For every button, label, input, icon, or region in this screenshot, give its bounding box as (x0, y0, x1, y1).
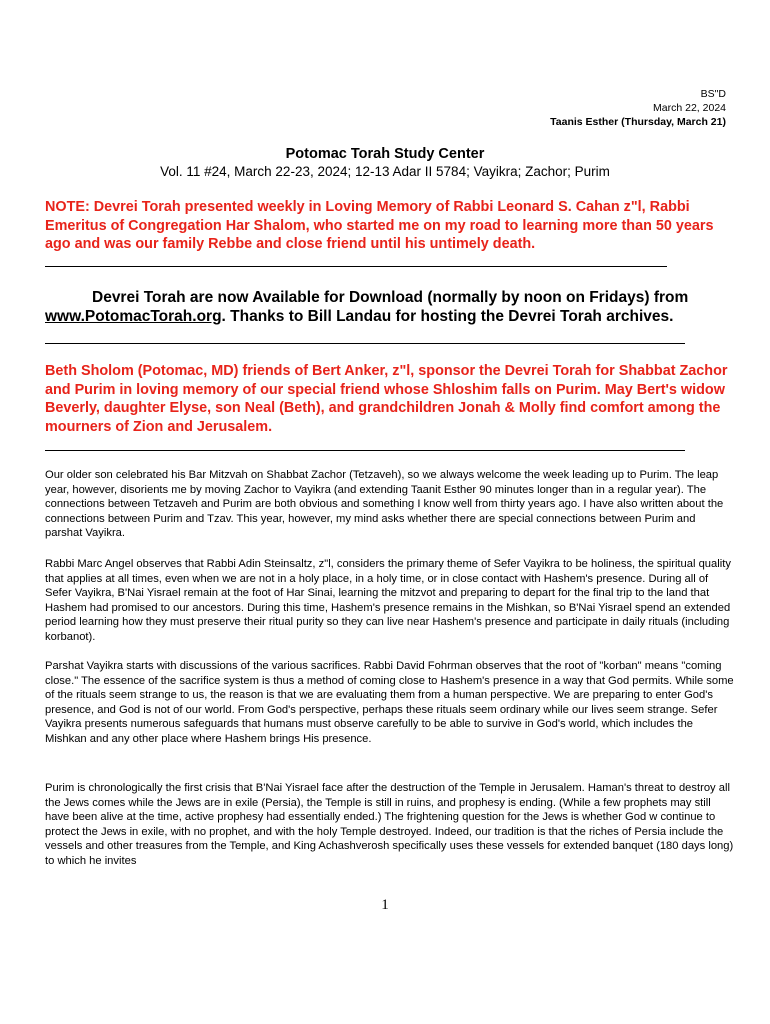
divider-rule (45, 450, 685, 451)
body-paragraph: Our older son celebrated his Bar Mitzvah on Shabbat Zachor (Tetzaveh), so we always welcome the week leading up to Purim. The leap year, however, disorients me by moving Zachor to Vayikra (and extending Taanit Esther 90 minutes longer than in a regular year). The connections between Tetzaveh and Purim are both obvious and something I know well from thirty years ago. I have also written about the connections between Purim and Tzav. This year, however, my mind asks whether there are special connections between Purim and parshat Vayikra. (45, 469, 724, 539)
header-date: March 22, 2024 (653, 102, 726, 114)
page-number: 1 (381, 897, 389, 913)
website-link[interactable]: www.PotomacTorah.org (45, 308, 222, 325)
body-paragraph: Purim is chronologically the first crisis that B'Nai Yisrael face after the destruction of the Temple in Jerusalem. Haman's threat to destroy all the Jews comes while the Jews are in exile (Persia), the Temple is still in ruins, and prophesy is ending. (While a few prophets may still have been alive at the time, active prophesy had essentially ended.) The frightening question for the Jews is whether God w continue to protect the Jews in exile, with no prophet, and with the holy Temple destroyed. Indeed, our tradition is that the riches of Persia include the vessels and other treasures from the Temple, and King Achashverosh specifically uses these vessels for extended banquet (180 days long) to which he invites (45, 782, 734, 867)
sponsor-notice: Beth Sholom (Potomac, MD) friends of Bert Anker, z"l, sponsor the Devrei Torah for Shabbat Zachor and Purim in loving memory of our special friend whose Shloshim falls on Purim. May Bert's widow Beverly, daughter Elyse, son Neal (Beth), and grandchildren Jonah & Molly find comfort among the mourners of Zion and Jerusalem. (45, 363, 728, 435)
bsd-mark: BS"D (700, 88, 726, 100)
download-lead: Devrei Torah are now Available for Download (normally by noon on Fridays) from (92, 289, 689, 306)
header-occasion: Taanis Esther (Thursday, March 21) (550, 116, 726, 128)
divider-rule (45, 343, 685, 344)
memorial-note: NOTE: Devrei Torah presented weekly in Loving Memory of Rabbi Leonard S. Cahan z"l, Rabbi Emeritus of Congregation Har Shalom, who started me on my road to learning more than 50 years ago and was our family Rebbe and close friend until his untimely death. (45, 199, 714, 252)
body-paragraph: Rabbi Marc Angel observes that Rabbi Adin Steinsaltz, z"l, considers the primary theme of Sefer Vayikra to be holiness, the spiritual quality that applies at all times, even when we are not in a holy place, in a holy time, or in close contact with Hashem's presence. During all of Sefer Vayikra, B'Nai Yisrael remain at the foot of Har Sinai, learning the mitzvot and preparing to depart for the final trip to the land that Hashem had promised to our ancestors. During this time, Hashem's presence remains in the Mishkan, so B'Nai Yisrael spend an extended period learning how they must preserve their ritual purity so they can live near Hashem's presence and participate in daily rituals (including korbanot). (45, 558, 731, 643)
document-title: Potomac Torah Study Center (285, 146, 485, 162)
document-subtitle: Vol. 11 #24, March 22-23, 2024; 12-13 Adar II 5784; Vayikra; Zachor; Purim (160, 164, 610, 179)
download-notice (45, 288, 735, 326)
divider-rule (45, 266, 667, 267)
download-tail: . Thanks to Bill Landau for hosting the Devrei Torah archives. (221, 308, 674, 325)
body-paragraph: Parshat Vayikra starts with discussions of the various sacrifices. Rabbi David Fohrman observes that the root of "korban" means "coming close." The essence of the sacrifice system is thus a method of coming close to Hashem's presence in a way that God permits. While some of the rituals seem strange to us, the reason is that we are evaluating them from a human perspective. We are preparing to enter God's presence, and God is not of our world. From God's perspective, perhaps these rituals seem ordinary while our lives seem strange. Sefer Vayikra presents numerous safeguards that humans must observe carefully to be able to survive in God's world, which includes the Mishkan and any other place where Hashem brings His presence. (45, 660, 734, 745)
